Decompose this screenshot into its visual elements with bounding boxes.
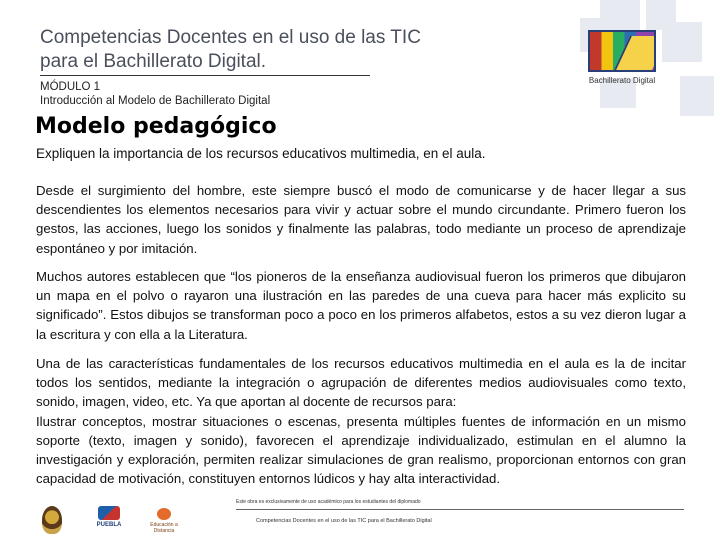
header-title-line2: para el Bachillerato Digital. bbox=[40, 51, 267, 72]
header-title bbox=[40, 26, 421, 74]
puebla-logo-text: PUEBLA bbox=[96, 522, 122, 528]
paragraph-1: Desde el surgimiento del hombre, este siempre buscó el modo de comunicarse y de hacer llegar a sus descendientes los elementos necesarios para vivir y actuar sobre el mundo circundante. Primero fueron los gestos, las acciones, luego los sonidos y finalmente las palabras, todo mediante un proceso de aprendizaje espontáneo y por imitación. bbox=[36, 183, 686, 256]
paragraph-3: Una de las características fundamentales de los recursos educativos multimedia en el aula es la de incitar todos los sentidos, mediante la integración o agrupación de diferentes medios audiovisuales como texto, sonido, imagen, video, etc. Ya que aportan al docente de recursos para: Ilustrar conceptos, mostrar situaciones o escenas, presenta múltiples fuentes de información en un mismo soporte (texto, imagen y sonido), favorecen el aprendizaje individualizado, estimulan en el alumno la investigación y exploración, permiten realizar simulaciones de gran realismo, proporcionan entornos con gran capacidad de motivación, constituyen entornos lúdicos y hay alta interactividad. bbox=[36, 356, 686, 487]
distancia-logo-text: Educación a Distancia bbox=[150, 522, 178, 534]
footer-note: Este obra es exclusivamente de uso académico para los estudiantes del diplomado bbox=[236, 499, 421, 505]
footer-divider bbox=[236, 509, 684, 510]
distancia-logo bbox=[144, 508, 184, 534]
footer-logos bbox=[34, 506, 234, 538]
module-info bbox=[40, 80, 270, 108]
module-name: Introducción al Modelo de Bachillerato Digital bbox=[40, 95, 271, 107]
puebla-logo-icon bbox=[98, 506, 120, 520]
footer-credit: Competencias Docentes en el uso de las TIC para el Bachillerato Digital bbox=[256, 518, 432, 524]
university-seal-icon bbox=[42, 506, 62, 534]
header-divider bbox=[40, 75, 370, 76]
puebla-logo bbox=[94, 506, 124, 534]
subtitle-question: Expliquen la importancia de los recursos educativos multimedia, en el aula. bbox=[36, 146, 486, 161]
module-number: MÓDULO 1 bbox=[40, 81, 101, 93]
distancia-logo-icon bbox=[157, 508, 171, 520]
logo-caption: Bachillerato Digital bbox=[588, 76, 656, 85]
paragraph-2: Muchos autores establecen que “los pioneros de la enseñanza audiovisual fueron los primeros que dibujaron un mapa en el polvo o rayaron una ilustración en las paredes de una cueva para hacer más explicito su significado”. Estos dibujos se transforman poco a poco en los primeros alfabetos, estos a su vez dieron lugar a la escritura y con ella a la Literatura. bbox=[36, 269, 686, 342]
bachillerato-digital-logo bbox=[582, 30, 662, 92]
bachillerato-logo-icon bbox=[588, 30, 656, 72]
page-title: Modelo pedagógico bbox=[35, 114, 277, 139]
header-title-line1: Competencias Docentes en el uso de las TIC bbox=[40, 27, 421, 48]
